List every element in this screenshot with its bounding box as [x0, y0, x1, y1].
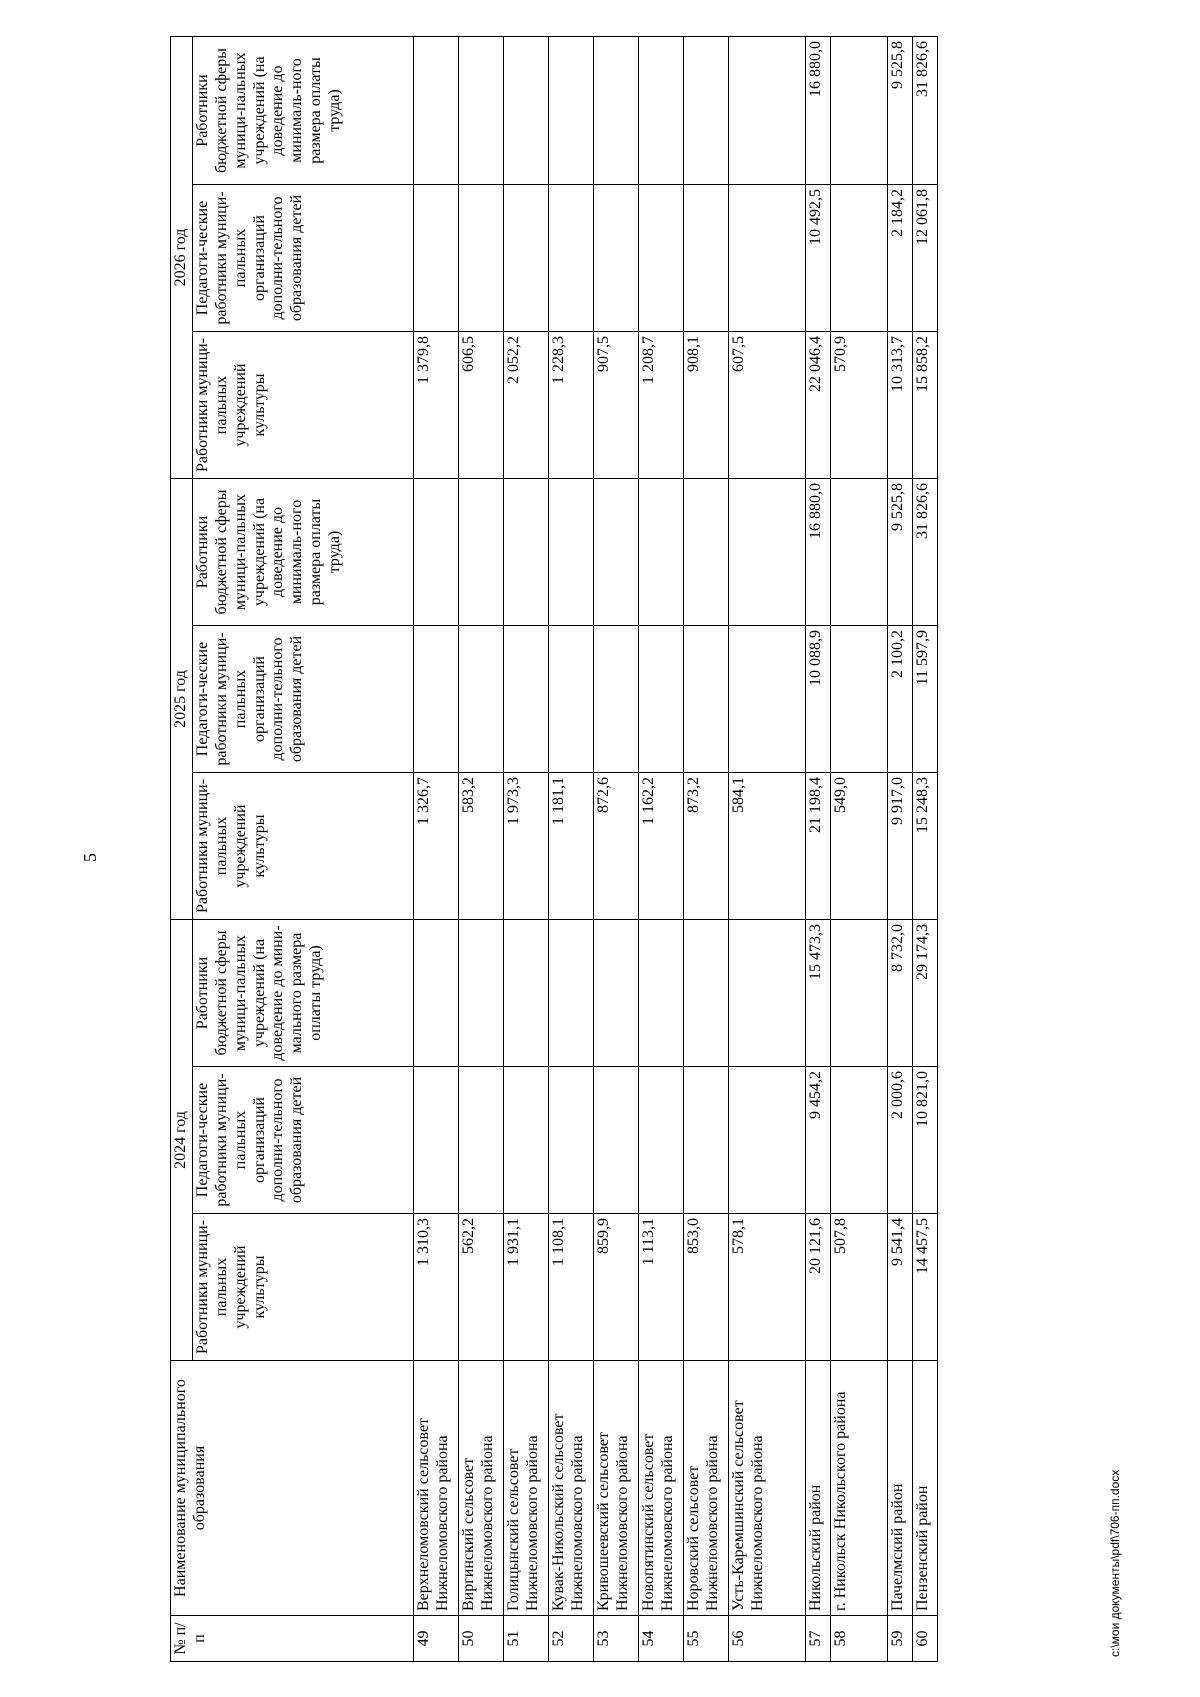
- value-cell: 9 917,0: [887, 773, 912, 920]
- header-year-2025: 2025 год: [171, 479, 193, 920]
- table-row: [503, 37, 548, 1662]
- value-cell: 1 326,7: [413, 773, 458, 920]
- header-2026-budget: Работники бюджетной сферы муници-пальных учреждений (на доведение до минималь-ного размера оплаты труда): [192, 37, 413, 185]
- value-cell: [638, 626, 683, 773]
- value-cell: [830, 479, 887, 626]
- value-cell: [593, 1067, 638, 1214]
- value-cell: 2 052,2: [503, 332, 548, 479]
- value-cell: 14 457,5: [912, 1214, 937, 1361]
- row-number: 53: [593, 1616, 638, 1662]
- value-cell: 1 973,3: [503, 773, 548, 920]
- header-row-years: [171, 37, 193, 1662]
- value-cell: [503, 37, 548, 185]
- value-cell: 873,2: [683, 773, 728, 920]
- value-cell: 10 821,0: [912, 1067, 937, 1214]
- value-cell: [413, 37, 458, 185]
- row-number: 58: [830, 1616, 887, 1662]
- table-row: [830, 37, 887, 1662]
- row-number: 50: [458, 1616, 503, 1662]
- table-row: [458, 37, 503, 1662]
- value-cell: [458, 185, 503, 332]
- table-row: [548, 37, 593, 1662]
- value-cell: [683, 1067, 728, 1214]
- value-cell: [728, 626, 805, 773]
- value-cell: [830, 37, 887, 185]
- value-cell: [683, 920, 728, 1067]
- value-cell: 10 492,5: [805, 185, 830, 332]
- value-cell: 20 121,6: [805, 1214, 830, 1361]
- table-row: [887, 37, 912, 1662]
- value-cell: 2 000,6: [887, 1067, 912, 1214]
- municipality-name: Кривошеевский сельсовет Нижнеломовского района: [593, 1361, 638, 1616]
- municipality-name: Усть-Каремшинский сельсовет Нижнеломовского района: [728, 1361, 805, 1616]
- value-cell: [638, 920, 683, 1067]
- value-cell: [548, 626, 593, 773]
- value-cell: [458, 920, 503, 1067]
- value-cell: 872,6: [593, 773, 638, 920]
- value-cell: 606,5: [458, 332, 503, 479]
- header-2026-teachers: Педагоги-ческие работники муници-пальных организаций дополни-тельного образования детей: [192, 185, 413, 332]
- value-cell: [638, 37, 683, 185]
- value-cell: [728, 920, 805, 1067]
- value-cell: 16 880,0: [805, 37, 830, 185]
- header-2024-budget: Работники бюджетной сферы муници-пальных учреждений (на доведение до мини-мального размера оплаты труда): [192, 920, 413, 1067]
- municipality-name: Новопятинский сельсовет Нижнеломовского района: [638, 1361, 683, 1616]
- value-cell: [548, 185, 593, 332]
- value-cell: [683, 626, 728, 773]
- value-cell: 1 310,3: [413, 1214, 458, 1361]
- municipality-name: Пачелмский район: [887, 1361, 912, 1616]
- value-cell: [830, 920, 887, 1067]
- table-row: [683, 37, 728, 1662]
- value-cell: [683, 479, 728, 626]
- page-number: 5: [80, 853, 100, 862]
- table-row: [638, 37, 683, 1662]
- municipality-name: Кувак-Никольский сельсовет Нижнеломовского района: [548, 1361, 593, 1616]
- municipality-name: Пензенский район: [912, 1361, 937, 1616]
- value-cell: 31 826,6: [912, 479, 937, 626]
- row-number: 54: [638, 1616, 683, 1662]
- value-cell: 9 525,8: [887, 479, 912, 626]
- header-2025-teachers: Педагоги-ческие работники муници-пальных организаций дополни-тельного образования детей: [192, 626, 413, 773]
- header-2024-teachers: Педагоги-ческие работники муници-пальных организаций дополни-тельного образования детей: [192, 1067, 413, 1214]
- value-cell: [458, 626, 503, 773]
- row-number: 55: [683, 1616, 728, 1662]
- value-cell: [638, 185, 683, 332]
- value-cell: 607,5: [728, 332, 805, 479]
- value-cell: [503, 1067, 548, 1214]
- table-row: [728, 37, 805, 1662]
- header-2025-culture: Работники муници-пальных учреждений культуры: [192, 773, 413, 920]
- value-cell: [458, 479, 503, 626]
- row-number: 52: [548, 1616, 593, 1662]
- value-cell: [728, 479, 805, 626]
- value-cell: 29 174,3: [912, 920, 937, 1067]
- value-cell: [728, 185, 805, 332]
- value-cell: [413, 479, 458, 626]
- municipality-name: Голицынский сельсовет Нижнеломовского района: [503, 1361, 548, 1616]
- row-number: 56: [728, 1616, 805, 1662]
- value-cell: [548, 479, 593, 626]
- value-cell: [548, 37, 593, 185]
- municipality-name: Норовский сельсовет Нижнеломовского района: [683, 1361, 728, 1616]
- value-cell: 570,9: [830, 332, 887, 479]
- value-cell: 908,1: [683, 332, 728, 479]
- value-cell: 22 046,4: [805, 332, 830, 479]
- header-name: Наименование муниципального образования: [171, 1361, 414, 1616]
- header-year-2026: 2026 год: [171, 37, 193, 479]
- header-num: № п/п: [171, 1616, 414, 1662]
- value-cell: 907,5: [593, 332, 638, 479]
- value-cell: 853,0: [683, 1214, 728, 1361]
- value-cell: [638, 1067, 683, 1214]
- value-cell: 16 880,0: [805, 479, 830, 626]
- value-cell: 9 541,4: [887, 1214, 912, 1361]
- row-number: 57: [805, 1616, 830, 1662]
- value-cell: [830, 1067, 887, 1214]
- value-cell: 12 061,8: [912, 185, 937, 332]
- value-cell: 562,2: [458, 1214, 503, 1361]
- value-cell: 507,8: [830, 1214, 887, 1361]
- value-cell: 1 162,2: [638, 773, 683, 920]
- value-cell: [728, 1067, 805, 1214]
- municipality-name: Виргинский сельсовет Нижнеломовского района: [458, 1361, 503, 1616]
- value-cell: 1 931,1: [503, 1214, 548, 1361]
- allocation-table: [170, 36, 938, 1662]
- value-cell: 9 454,2: [805, 1067, 830, 1214]
- value-cell: 11 597,9: [912, 626, 937, 773]
- value-cell: 578,1: [728, 1214, 805, 1361]
- value-cell: [593, 185, 638, 332]
- table-body: [413, 37, 937, 1662]
- value-cell: [638, 479, 683, 626]
- value-cell: 31 826,6: [912, 37, 937, 185]
- value-cell: 1 181,1: [548, 773, 593, 920]
- value-cell: [413, 626, 458, 773]
- value-cell: [413, 185, 458, 332]
- value-cell: 1 228,3: [548, 332, 593, 479]
- header-year-2024: 2024 год: [171, 920, 193, 1361]
- row-number: 49: [413, 1616, 458, 1662]
- value-cell: 9 525,8: [887, 37, 912, 185]
- value-cell: [503, 920, 548, 1067]
- value-cell: [830, 185, 887, 332]
- value-cell: 15 858,2: [912, 332, 937, 479]
- value-cell: [548, 1067, 593, 1214]
- value-cell: 1 208,7: [638, 332, 683, 479]
- value-cell: 1 379,8: [413, 332, 458, 479]
- value-cell: [503, 185, 548, 332]
- value-cell: [458, 37, 503, 185]
- row-number: 51: [503, 1616, 548, 1662]
- value-cell: [593, 626, 638, 773]
- table-row: [805, 37, 830, 1662]
- row-number: 60: [912, 1616, 937, 1662]
- row-number: 59: [887, 1616, 912, 1662]
- value-cell: 8 732,0: [887, 920, 912, 1067]
- value-cell: [548, 920, 593, 1067]
- header-2026-culture: Работники муници-пальных учреждений культуры: [192, 332, 413, 479]
- table-row: [912, 37, 937, 1662]
- value-cell: 15 473,3: [805, 920, 830, 1067]
- value-cell: 2 184,2: [887, 185, 912, 332]
- value-cell: 583,2: [458, 773, 503, 920]
- value-cell: [503, 626, 548, 773]
- municipality-name: Верхнеломовский сельсовет Нижнеломовского района: [413, 1361, 458, 1616]
- value-cell: [683, 37, 728, 185]
- value-cell: [413, 1067, 458, 1214]
- value-cell: [503, 479, 548, 626]
- table-row: [593, 37, 638, 1662]
- value-cell: 1 113,1: [638, 1214, 683, 1361]
- value-cell: [728, 37, 805, 185]
- value-cell: 584,1: [728, 773, 805, 920]
- municipality-name: г. Никольск Никольского района: [830, 1361, 887, 1616]
- value-cell: 15 248,3: [912, 773, 937, 920]
- header-2025-budget: Работники бюджетной сферы муници-пальных учреждений (на доведение до минималь-ного размера оплаты труда): [192, 479, 413, 626]
- header-2024-culture: Работники муници-пальных учреждений культуры: [192, 1214, 413, 1361]
- value-cell: 21 198,4: [805, 773, 830, 920]
- value-cell: [593, 37, 638, 185]
- value-cell: 1 108,1: [548, 1214, 593, 1361]
- municipality-name: Никольский район: [805, 1361, 830, 1616]
- footer-file-path: c:\мои документы\pdf\706-пп.docx: [1108, 1469, 1122, 1657]
- value-cell: [830, 626, 887, 773]
- value-cell: 549,0: [830, 773, 887, 920]
- table-row: [413, 37, 458, 1662]
- value-cell: [413, 920, 458, 1067]
- value-cell: [458, 1067, 503, 1214]
- value-cell: 859,9: [593, 1214, 638, 1361]
- value-cell: [593, 920, 638, 1067]
- value-cell: 10 088,9: [805, 626, 830, 773]
- value-cell: [593, 479, 638, 626]
- value-cell: 2 100,2: [887, 626, 912, 773]
- value-cell: [683, 185, 728, 332]
- value-cell: 10 313,7: [887, 332, 912, 479]
